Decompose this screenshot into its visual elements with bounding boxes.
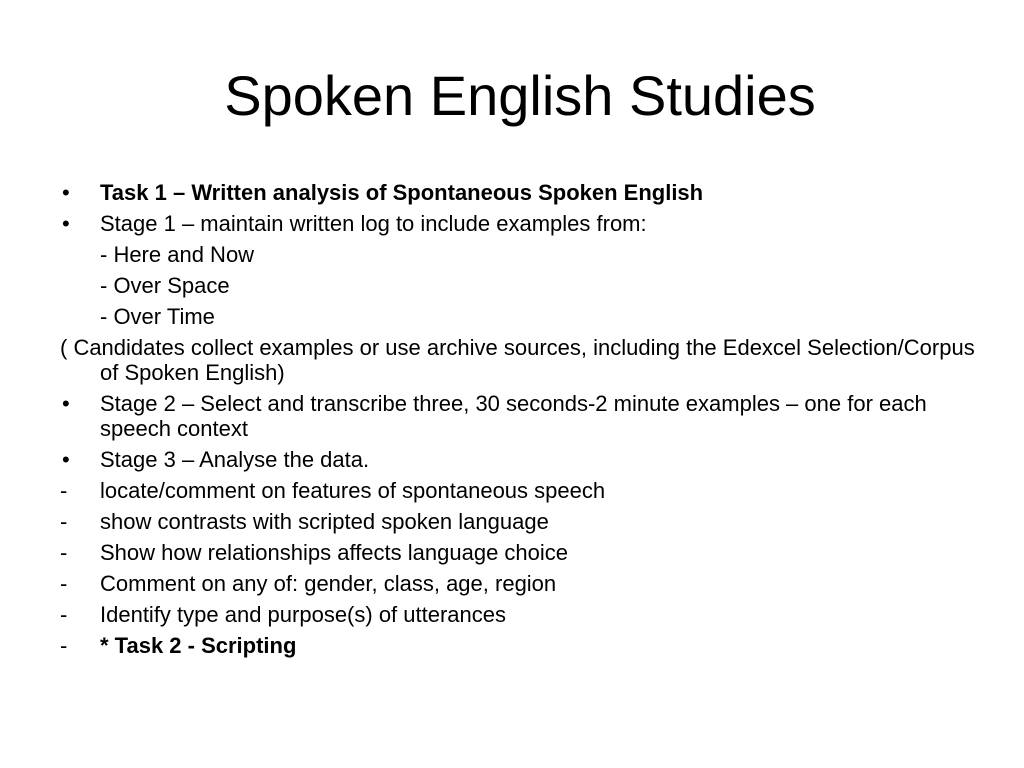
list-item-text: Stage 3 – Analyse the data. [100,447,370,472]
dash-marker: - [60,478,68,503]
bullet-marker: • [62,447,70,472]
list-item [60,211,980,236]
list-item [60,509,980,534]
slide-title: Spoken English Studies [224,64,816,127]
list-item [60,478,980,503]
list-item-text: * Task 2 - Scripting [100,633,297,658]
list-item [60,633,980,658]
list-item-text: Show how relationships affects language choice [100,540,569,565]
dash-marker: - [60,509,68,534]
list-item [60,335,980,385]
list-item-text: ( Candidates collect examples or use archive sources, including the Edexcel Selection/Corpus of Spoken English) [60,335,975,385]
bullet-marker: • [62,391,70,416]
dash-marker: - [60,571,68,596]
list-item [60,391,980,441]
list-item [60,540,980,565]
dash-marker: - [60,602,68,627]
list-item-text: locate/comment on features of spontaneous speech [100,478,606,503]
list-item-text: Task 1 – Written analysis of Spontaneous Spoken English [100,180,704,205]
list-item-text: Stage 2 – Select and transcribe three, 30 seconds-2 minute examples – one for each speech context [100,391,927,441]
list-item-text: Identify type and purpose(s) of utterances [100,602,507,627]
slide-body [60,180,980,664]
dash-marker: - [60,540,68,565]
list-item [60,242,980,267]
list-item-text: show contrasts with scripted spoken language [100,509,549,534]
list-item [60,447,980,472]
list-item-text: Stage 1 – maintain written log to include examples from: [100,211,647,236]
list-item-text: - Over Time [100,304,215,329]
list-item [60,602,980,627]
list-item-text: - Over Space [100,273,230,298]
list-item [60,273,980,298]
dash-marker: - [60,633,68,658]
list-item-text: - Here and Now [100,242,255,267]
list-item [60,180,980,205]
list-item [60,571,980,596]
bullet-marker: • [62,211,70,236]
bullet-marker: • [62,180,70,205]
list-item [60,304,980,329]
list-item-text: Comment on any of: gender, class, age, region [100,571,557,596]
